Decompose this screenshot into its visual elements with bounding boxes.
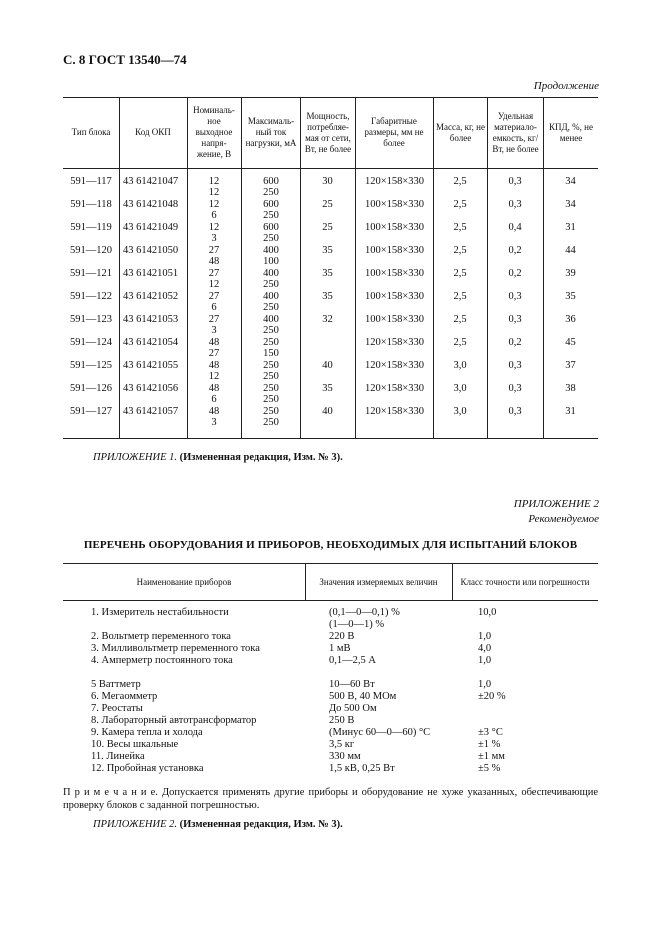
cell-dims: 100×158×330 [364, 245, 425, 256]
measured-value: 1 мВ [329, 643, 351, 654]
cell-current: 250 [263, 187, 279, 198]
th-current: Максималь-ный ток нагрузки, мА [245, 116, 297, 148]
list-item [0, 655, 661, 667]
list-item [0, 667, 661, 679]
cell-voltage: 6 [211, 210, 217, 221]
cell-current: 100 [263, 256, 279, 267]
cell-voltage: 27 [208, 314, 220, 325]
cell-current: 250 [263, 233, 279, 244]
equipment-name: 3. Милливольтметр переменного тока [91, 643, 260, 654]
cell-code: 43 61421052 [123, 291, 179, 302]
cell-spec: 0,3 [508, 176, 522, 187]
list-item [0, 607, 661, 619]
appendix2-label: ПРИЛОЖЕНИЕ 2 [513, 498, 599, 510]
cell-code: 43 61421047 [123, 176, 179, 187]
equipment-name: 9. Камера тепла и холода [91, 727, 203, 738]
cell-dims: 120×158×330 [364, 176, 425, 187]
cell-kpd: 34 [565, 176, 576, 187]
note1-text: (Измененная редакция, Изм. № 3). [179, 452, 343, 463]
cell-current: 250 [263, 383, 279, 394]
final-note: П р и м е ч а н и е. Допускается применять другие приборы и оборудование не хуже указанных, обеспечивающие проверку блоков с заданной погрешностью. [63, 787, 598, 811]
cell-voltage: 6 [211, 302, 217, 313]
accuracy-class: 4,0 [478, 643, 492, 654]
cell-type: 591—121 [70, 268, 112, 279]
cell-current: 250 [263, 417, 279, 428]
th2-accuracy: Класс точности или погрешности [460, 576, 590, 587]
measured-value: (1—0—1) % [329, 619, 385, 630]
cell-voltage: 12 [208, 279, 220, 290]
cell-mass: 2,5 [453, 176, 467, 187]
cell-spec: 0,3 [508, 360, 522, 371]
measured-value: До 500 Ом [329, 703, 377, 714]
table-row [0, 337, 661, 359]
cell-voltage: 12 [208, 371, 220, 382]
table-row [0, 268, 661, 290]
cell-dims: 100×158×330 [364, 268, 425, 279]
cell-spec: 0,2 [508, 245, 522, 256]
cell-power: 40 [322, 360, 333, 371]
table2-col-divider [452, 563, 453, 600]
cell-dims: 120×158×330 [364, 337, 425, 348]
cell-current: 250 [263, 302, 279, 313]
cell-code: 43 61421051 [123, 268, 179, 279]
cell-code: 43 61421049 [123, 222, 179, 233]
th2-value: Значения измеряемых величин [319, 576, 438, 587]
accuracy-class: 1,0 [478, 655, 492, 666]
table-row [0, 360, 661, 382]
cell-spec: 0,2 [508, 268, 522, 279]
cell-voltage: 48 [208, 256, 220, 267]
th-dims: Габаритные размеры, мм не более [364, 116, 424, 148]
list-item [0, 679, 661, 691]
table-row [0, 176, 661, 198]
cell-spec: 0,3 [508, 406, 522, 417]
cell-current: 250 [263, 337, 279, 348]
equipment-name: 12. Пробойная установка [91, 763, 204, 774]
cell-current: 400 [263, 268, 279, 279]
cell-mass: 2,5 [453, 268, 467, 279]
measured-value: 250 В [329, 715, 355, 726]
cell-code: 43 61421057 [123, 406, 179, 417]
accuracy-class: ±1 % [478, 739, 501, 750]
cell-voltage: 48 [208, 406, 220, 417]
cell-spec: 0,2 [508, 337, 522, 348]
cell-type: 591—125 [70, 360, 112, 371]
cell-power: 32 [322, 314, 333, 325]
cell-kpd: 39 [565, 268, 576, 279]
list-item [0, 751, 661, 763]
cell-spec: 0,3 [508, 314, 522, 325]
cell-power: 35 [322, 268, 333, 279]
th-spec: Удельная материало-емкость, кг/Вт, не более [492, 110, 539, 154]
cell-code: 43 61421050 [123, 245, 179, 256]
cell-current: 250 [263, 406, 279, 417]
cell-power: 40 [322, 406, 333, 417]
accuracy-class: 1,0 [478, 679, 492, 690]
section-title: ПЕРЕЧЕНЬ ОБОРУДОВАНИЯ И ПРИБОРОВ, НЕОБХОДИМЫХ ДЛЯ ИСПЫТАНИЙ БЛОКОВ [83, 539, 578, 551]
cell-voltage: 12 [208, 176, 220, 187]
th-code: Код ОКП [135, 127, 171, 137]
equipment-name: 4. Амперметр постоянного тока [91, 655, 233, 666]
cell-kpd: 31 [565, 406, 576, 417]
th2-name: Наименование приборов [136, 576, 232, 587]
cell-dims: 120×158×330 [364, 406, 425, 417]
cell-voltage: 12 [208, 187, 220, 198]
cell-type: 591—119 [70, 222, 112, 233]
list-item [0, 691, 661, 703]
cell-current: 400 [263, 291, 279, 302]
list-item [0, 715, 661, 727]
list-item [0, 739, 661, 751]
cell-power: 25 [322, 199, 333, 210]
cell-mass: 2,5 [453, 314, 467, 325]
cell-voltage: 27 [208, 268, 220, 279]
equipment-name: 8. Лабораторный автотрансформатор [91, 715, 257, 726]
accuracy-class: ±1 мм [478, 751, 505, 762]
list-item [0, 631, 661, 643]
table-row [0, 291, 661, 313]
cell-spec: 0,4 [508, 222, 522, 233]
cell-kpd: 38 [565, 383, 576, 394]
cell-voltage: 3 [211, 233, 217, 244]
cell-type: 591—120 [70, 245, 112, 256]
measured-value: 330 мм [329, 751, 361, 762]
cell-mass: 2,5 [453, 337, 467, 348]
cell-mass: 2,5 [453, 291, 467, 302]
cell-current: 600 [263, 199, 279, 210]
cell-power: 35 [322, 245, 333, 256]
cell-voltage: 27 [208, 245, 220, 256]
cell-voltage: 48 [208, 360, 220, 371]
cell-power: 25 [322, 222, 333, 233]
th-type: Тип блока [71, 127, 111, 137]
accuracy-class: ±3 °С [478, 727, 503, 738]
cell-kpd: 34 [565, 199, 576, 210]
list-item [0, 643, 661, 655]
note2-label: ПРИЛОЖЕНИЕ 2. [93, 819, 177, 830]
cell-power: 35 [322, 291, 333, 302]
accuracy-class: 1,0 [478, 631, 492, 642]
equipment-name: 11. Линейка [91, 751, 145, 762]
cell-type: 591—117 [70, 176, 112, 187]
cell-voltage: 12 [208, 199, 220, 210]
cell-dims: 100×158×330 [364, 222, 425, 233]
cell-current: 600 [263, 176, 279, 187]
cell-voltage: 27 [208, 291, 220, 302]
cell-kpd: 36 [565, 314, 576, 325]
cell-current: 250 [263, 210, 279, 221]
cell-mass: 3,0 [453, 406, 467, 417]
table-row [0, 314, 661, 336]
list-item [0, 619, 661, 631]
note1-label: ПРИЛОЖЕНИЕ 1. [93, 452, 177, 463]
measured-value: 1,5 кВ, 0,25 Вт [329, 763, 395, 774]
cell-kpd: 44 [565, 245, 576, 256]
table1-header-rule [63, 168, 598, 169]
cell-dims: 100×158×330 [364, 199, 425, 210]
th-voltage: Номиналь-ное выходное напря-жение, В [193, 105, 235, 159]
cell-current: 250 [263, 325, 279, 336]
cell-mass: 3,0 [453, 360, 467, 371]
equipment-name: 1. Измеритель нестабильности [91, 607, 229, 618]
cell-type: 591—127 [70, 406, 112, 417]
measured-value: (0,1—0—0,1) % [329, 607, 400, 618]
cell-voltage: 48 [208, 337, 220, 348]
cell-current: 250 [263, 279, 279, 290]
appendix2-sub: Рекомендуемое [528, 513, 599, 525]
cell-power: 30 [322, 176, 333, 187]
accuracy-class: 10,0 [478, 607, 497, 618]
cell-code: 43 61421056 [123, 383, 179, 394]
list-item [0, 703, 661, 715]
table-row [0, 245, 661, 267]
cell-current: 250 [263, 360, 279, 371]
cell-current: 400 [263, 245, 279, 256]
table-row [0, 222, 661, 244]
cell-spec: 0,3 [508, 383, 522, 394]
cell-dims: 120×158×330 [364, 360, 425, 371]
table-row [0, 406, 661, 428]
measured-value: 0,1—2,5 А [329, 655, 376, 666]
note-appendix1 [93, 452, 343, 463]
measured-value: 220 В [329, 631, 355, 642]
cell-type: 591—122 [70, 291, 112, 302]
cell-mass: 2,5 [453, 222, 467, 233]
table1-bottom-rule [63, 438, 598, 439]
page-title: С. 8 ГОСТ 13540—74 [63, 52, 187, 67]
continuation-label: Продолжение [533, 80, 599, 92]
cell-kpd: 45 [565, 337, 576, 348]
list-item [0, 763, 661, 775]
th-kpd: КПД, %, не менее [549, 121, 593, 143]
measured-value: 3,5 кг [329, 739, 355, 750]
cell-mass: 2,5 [453, 245, 467, 256]
cell-mass: 3,0 [453, 383, 467, 394]
cell-spec: 0,3 [508, 199, 522, 210]
equipment-name: 2. Вольтметр переменного тока [91, 631, 231, 642]
cell-type: 591—124 [70, 337, 112, 348]
measured-value: 500 В, 40 МОм [329, 691, 397, 702]
cell-kpd: 35 [565, 291, 576, 302]
appendix2-header [514, 497, 599, 527]
cell-voltage: 3 [211, 417, 217, 428]
list-item [0, 727, 661, 739]
equipment-name: 6. Мегаомметр [91, 691, 158, 702]
cell-voltage: 27 [208, 348, 220, 359]
cell-kpd: 31 [565, 222, 576, 233]
th-mass: Масса, кг, не более [436, 121, 485, 143]
table-row [0, 199, 661, 221]
cell-current: 150 [263, 348, 279, 359]
cell-current: 250 [263, 394, 279, 405]
accuracy-class: ±5 % [478, 763, 501, 774]
cell-spec: 0,3 [508, 291, 522, 302]
cell-current: 400 [263, 314, 279, 325]
cell-dims: 120×158×330 [364, 383, 425, 394]
th-power: Мощность, потребляе-мая от сети, Вт, не более [304, 110, 352, 154]
accuracy-class: ±20 % [478, 691, 506, 702]
cell-type: 591—123 [70, 314, 112, 325]
cell-type: 591—126 [70, 383, 112, 394]
cell-kpd: 37 [565, 360, 576, 371]
equipment-name: 10. Весы шкальные [91, 739, 179, 750]
cell-dims: 100×158×330 [364, 291, 425, 302]
cell-code: 43 61421053 [123, 314, 179, 325]
measured-value: (Минус 60—0—60) °С [329, 727, 431, 738]
cell-voltage: 3 [211, 325, 217, 336]
cell-code: 43 61421048 [123, 199, 179, 210]
cell-type: 591—118 [70, 199, 112, 210]
cell-current: 600 [263, 222, 279, 233]
cell-current: 250 [263, 371, 279, 382]
cell-dims: 100×158×330 [364, 314, 425, 325]
cell-code: 43 61421054 [123, 337, 179, 348]
note-appendix2 [93, 819, 343, 830]
table-row [0, 383, 661, 405]
cell-power: 35 [322, 383, 333, 394]
cell-code: 43 61421055 [123, 360, 179, 371]
cell-voltage: 6 [211, 394, 217, 405]
cell-mass: 2,5 [453, 199, 467, 210]
note2-text: (Измененная редакция, Изм. № 3). [179, 819, 343, 830]
equipment-name: 7. Реостаты [91, 703, 143, 714]
cell-voltage: 48 [208, 383, 220, 394]
equipment-name: 5 Ваттметр [91, 679, 141, 690]
cell-voltage: 12 [208, 222, 220, 233]
table2-header-rule [63, 600, 598, 601]
measured-value: 10—60 Вт [329, 679, 375, 690]
